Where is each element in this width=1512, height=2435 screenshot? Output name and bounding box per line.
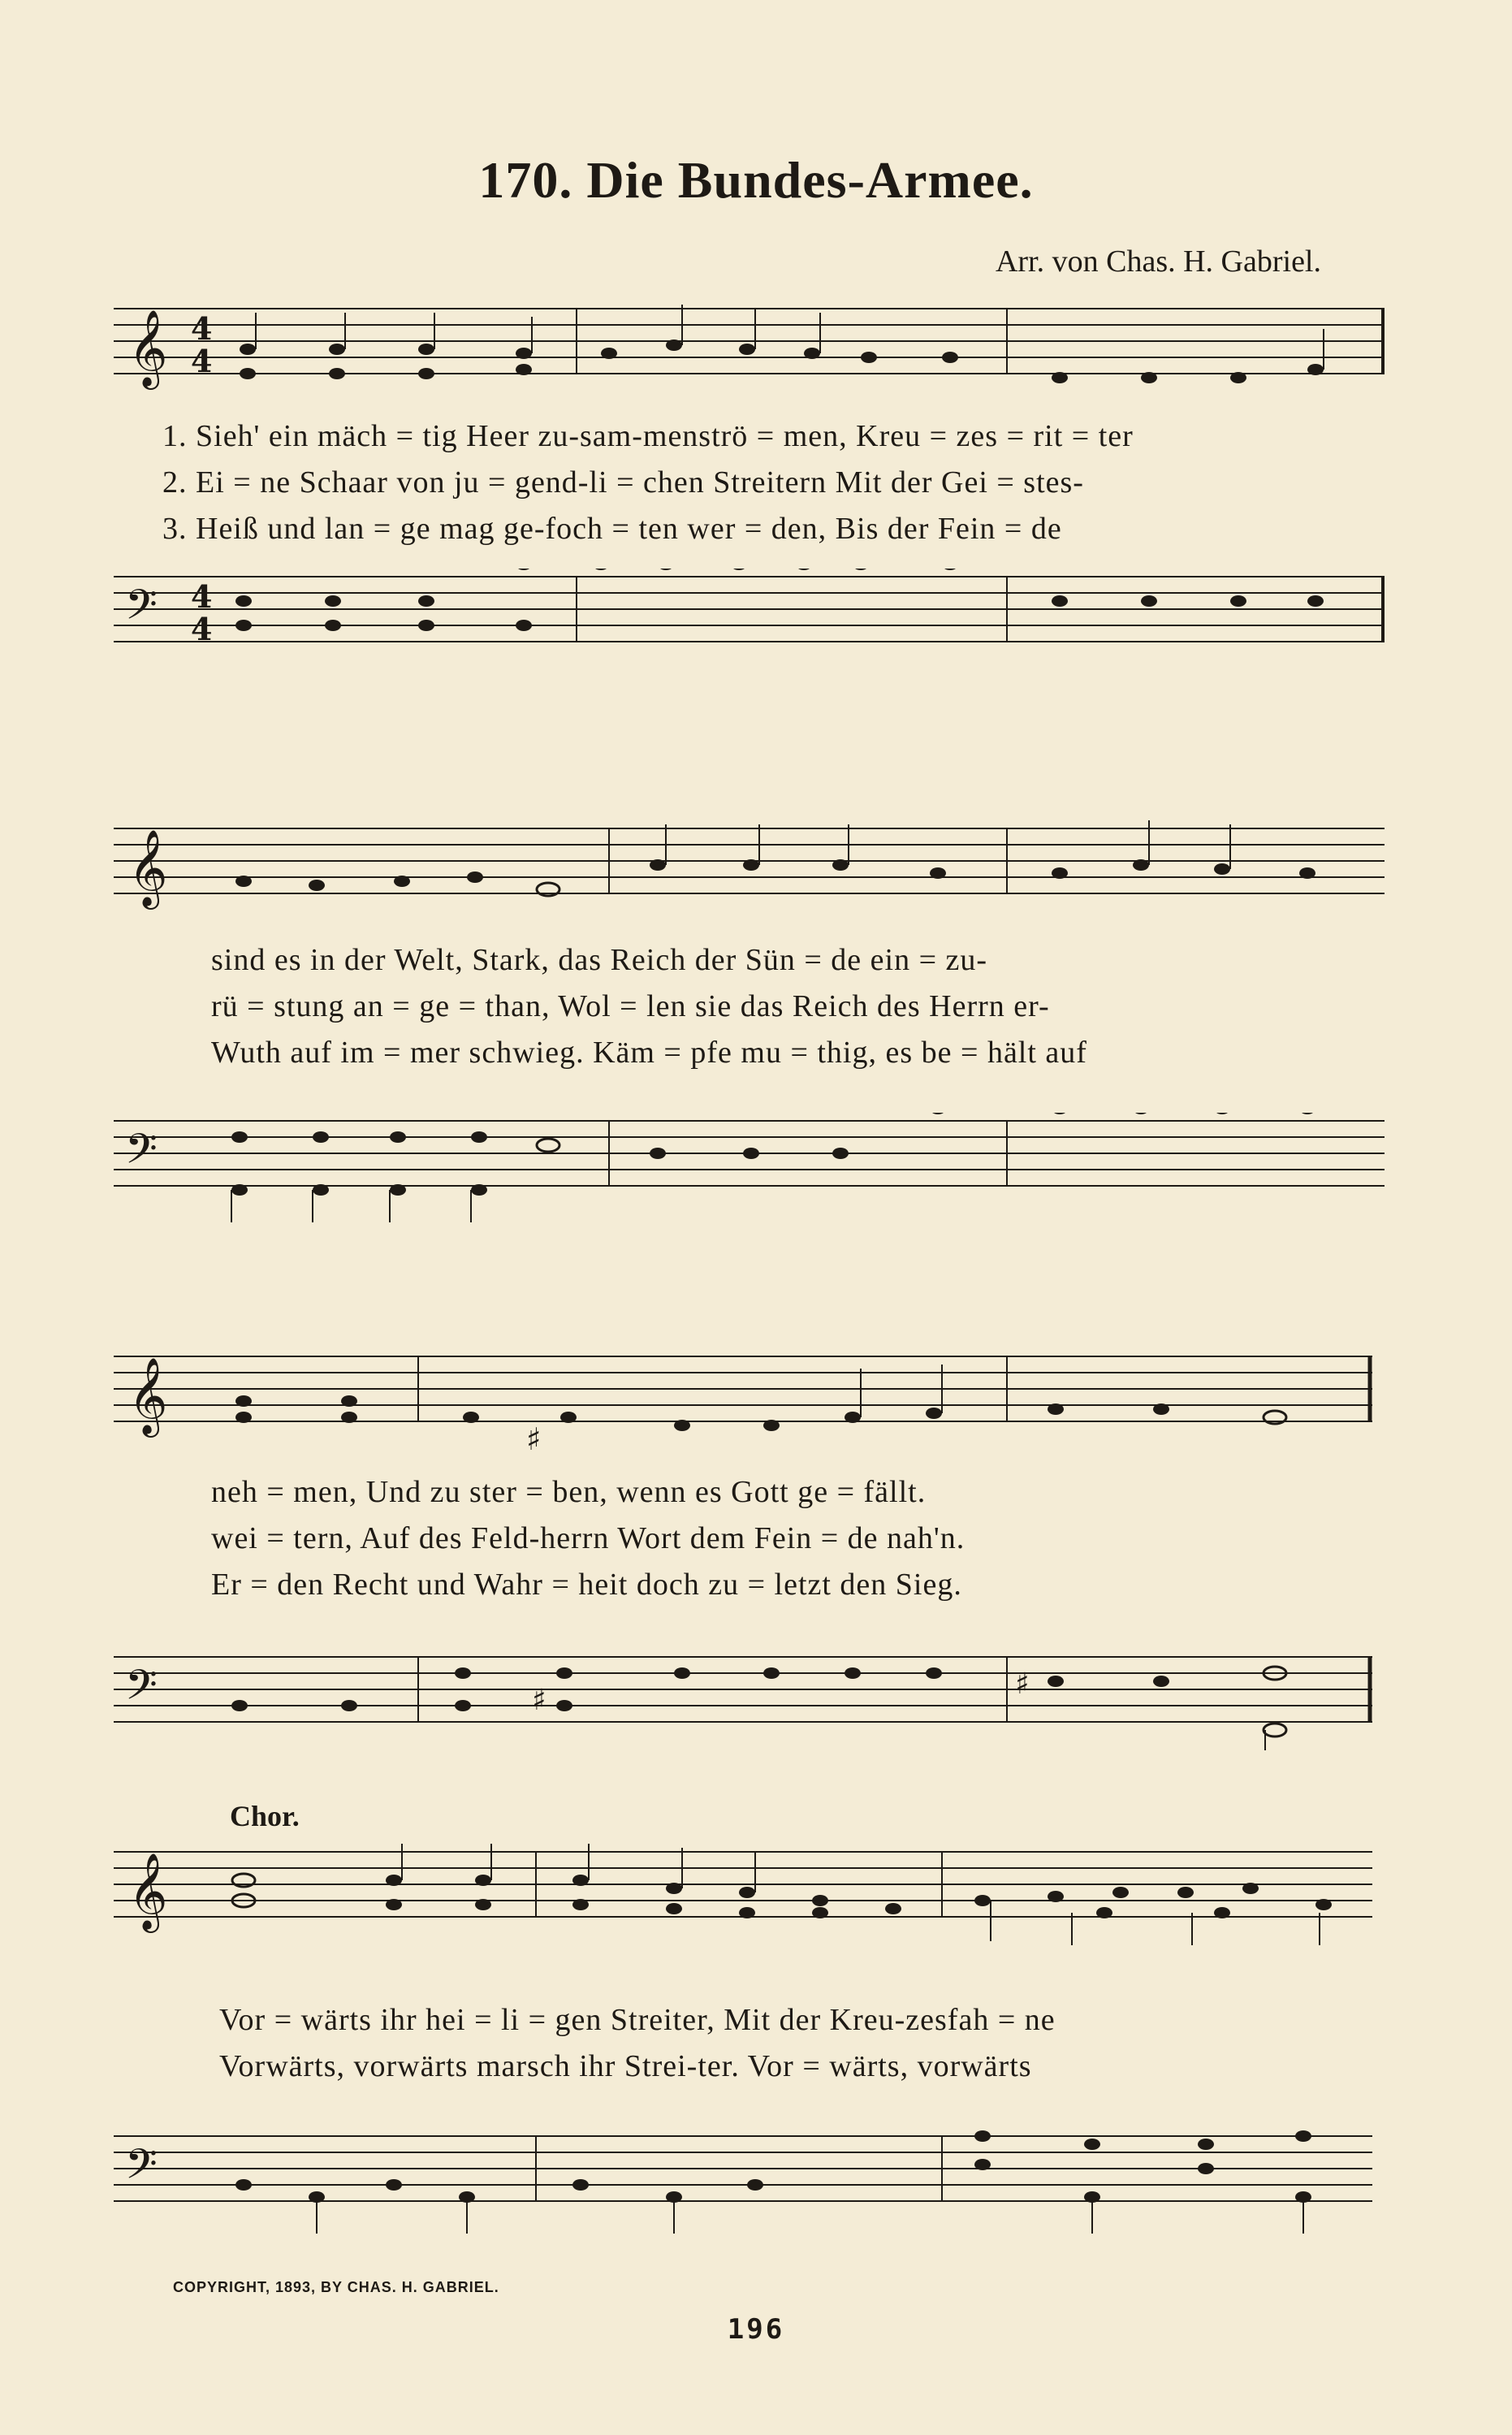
music-system-3 xyxy=(114,1348,1385,1754)
treble-staff-lines xyxy=(114,820,1385,918)
bass-staff-lines xyxy=(114,1113,1385,1226)
bass-staff-lines xyxy=(114,569,1385,666)
lyric-line-verse-3: Wuth auf im = mer schwieg. Käm = pfe mu = thig, es be = hält auf xyxy=(211,1036,1087,1070)
bass-staff-lines xyxy=(114,2128,1385,2242)
svg-text:𝄢: 𝄢 xyxy=(125,580,158,639)
treble-staff xyxy=(114,1844,1385,1957)
music-system-1 xyxy=(114,301,1385,682)
arranger-credit: Arr. von Chas. H. Gabriel. xyxy=(995,244,1321,279)
lyric-line-verse-3: Er = den Recht und Wahr = heit doch zu = letzt den Sieg. xyxy=(211,1568,962,1602)
bass-staff xyxy=(114,1113,1385,1226)
bass-staff-lines xyxy=(114,1649,1385,1754)
svg-text:𝄞: 𝄞 xyxy=(128,1357,168,1434)
lyric-line-verse-1: 1. Sieh' ein mäch = tig Heer zu-sam-menströ = men, Kreu = zes = rit = ter xyxy=(162,419,1134,453)
lyric-line-chorus-2: Vorwärts, vorwärts marsch ihr Strei-ter. Vor = wärts, vorwärts xyxy=(219,2049,1032,2083)
lyric-line-verse-2: 2. Ei = ne Schaar von ju = gend-li = chen Streitern Mit der Gei = stes- xyxy=(162,465,1084,500)
svg-text:𝄞: 𝄞 xyxy=(128,309,168,387)
svg-text:♯: ♯ xyxy=(1015,1667,1030,1701)
svg-text:𝄢: 𝄢 xyxy=(125,1124,158,1183)
copyright-notice: COPYRIGHT, 1893, BY CHAS. H. GABRIEL. xyxy=(173,2279,499,2295)
treble-staff xyxy=(114,1348,1385,1462)
treble-staff-lines xyxy=(114,301,1385,398)
svg-text:𝄞: 𝄞 xyxy=(128,829,168,906)
hymn-title-text: Die Bundes-Armee. xyxy=(586,151,1034,209)
page-number: 196 xyxy=(727,2313,785,2346)
svg-text:4: 4 xyxy=(191,310,213,347)
svg-text:♯: ♯ xyxy=(526,1421,542,1457)
svg-text:4: 4 xyxy=(191,343,213,379)
svg-text:♯: ♯ xyxy=(532,1684,546,1717)
svg-text:𝄢: 𝄢 xyxy=(125,1660,158,1719)
bass-staff xyxy=(114,2128,1385,2242)
treble-staff-lines xyxy=(114,1348,1385,1462)
lyric-line-chorus-1: Vor = wärts ihr hei = li = gen Streiter, Mit der Kreu-zesfah = ne xyxy=(219,2003,1056,2037)
lyric-line-verse-2: wei = tern, Auf des Feld-herrn Wort dem Fein = de nah'n. xyxy=(211,1521,966,1555)
chorus-label: Chor. xyxy=(230,1800,300,1832)
bass-staff xyxy=(114,569,1385,666)
lyric-line-verse-1: neh = men, Und zu ster = ben, wenn es Gott ge = fällt. xyxy=(211,1475,927,1509)
treble-staff-lines xyxy=(114,1844,1385,1957)
svg-text:4: 4 xyxy=(191,578,213,615)
lyric-line-verse-1: sind es in der Welt, Stark, das Reich der Sün = de ein = zu- xyxy=(211,943,988,977)
hymn-title xyxy=(0,150,1512,210)
svg-text:𝄞: 𝄞 xyxy=(128,1853,168,1930)
hymn-number: 170. xyxy=(478,151,573,209)
svg-text:4: 4 xyxy=(191,611,213,647)
treble-staff xyxy=(114,820,1385,918)
lyric-line-verse-2: rü = stung an = ge = than, Wol = len sie das Reich des Herrn er- xyxy=(211,989,1050,1023)
music-system-4-chorus xyxy=(114,1844,1385,2250)
svg-text:𝄢: 𝄢 xyxy=(125,2139,158,2199)
bass-staff xyxy=(114,1649,1385,1754)
lyric-line-verse-3: 3. Heiß und lan = ge mag ge-foch = ten wer = den, Bis der Fein = de xyxy=(162,512,1062,546)
music-system-2 xyxy=(114,820,1385,1243)
treble-staff xyxy=(114,301,1385,398)
